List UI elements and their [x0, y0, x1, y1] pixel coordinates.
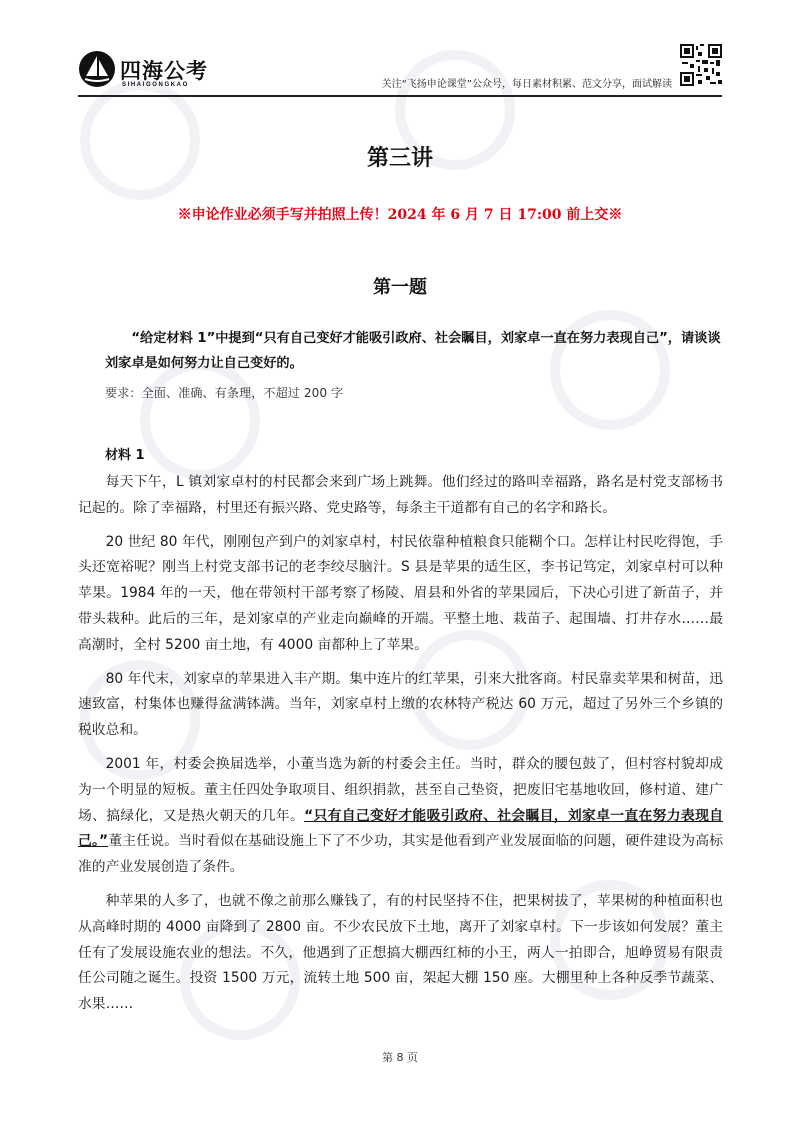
qr-code-icon — [680, 44, 722, 86]
page-header — [0, 0, 800, 100]
header-divider — [78, 95, 722, 97]
submission-notice: ※申论作业必须手写并拍照上传！2024 年 6 月 7 日 17:00 前上交※ — [177, 207, 623, 223]
material-paragraph: 每天下午，L 镇刘家卓村的村民都会来到广场上跳舞。他们经过的路叫幸福路，路名是村党支部杨书记起的。除了幸福路，村里还有振兴路、党史路等，每条主干道都有自己的名字和路长。 — [78, 474, 723, 516]
brand-logo — [78, 50, 218, 92]
page-number: 第 8 页 — [382, 1051, 418, 1064]
material-paragraph: 种苹果的人多了，也就不像之前那么赚钱了，有的村民坚持不住，把果树拔了，苹果树的种植面积也从高峰时期的 4000 亩降到了 2800 亩。不少农民放下土地，离开了刘家卓村。下一步该如何发展？董主任有了发展设施农业的想法。不久，他遇到了正想搞大棚西红柿的小王，两人一拍即合，旭峥贸易有限责任公司随之诞生。投资 1500 万元，流转土地 500 亩，架起大棚 150 座。大棚里种上各种反季节蔬菜、水果…… — [78, 892, 723, 1013]
highlighted-quote: “只有自己变好才能吸引政府、社会瞩目，刘家卓一直在努力表现自己。” — [78, 807, 723, 850]
material-paragraph: 80 年代末，刘家卓的苹果进入丰产期。集中连片的红苹果，引来大批客商。村民靠卖苹果和树苗，迅速致富，村集体也赚得盆满钵满。当年，刘家卓村上缴的农林特产税达 60 万元，超过了另外三个乡镇的税收总和。 — [78, 670, 723, 739]
material-paragraph: 20 世纪 80 年代，刚刚包产到户的刘家卓村，村民依靠种植粮食只能糊个口。怎样让村民吃得饱，手头还宽裕呢？刚当上村党支部书记的老李绞尽脑汁。S 县是苹果的适生区，李书记笃定，刘家卓村可以种苹果。1984 年的一天，他在带领村干部考察了杨陵、眉县和外省的苹果园后，下决心引进了新苗子，并带头栽种。此后的三年，是刘家卓的产业走向巅峰的开端。平整土地、栽苗子、起围墙、打井存水……最高潮时，全村 5200 亩土地，有 4000 亩都种上了苹果。 — [78, 533, 723, 653]
logo-subtext: SIHAIGONGKAO — [122, 82, 189, 88]
question-title: 第一题 — [373, 277, 427, 298]
paragraph-text: 2001 年，村委会换届选举，小董当选为新的村委会主任。当时，群众的腰包鼓了，但村容村貌却成为一个明显的短板。董主任四处争取项目、组织捐款，甚至自己垫资，把废旧宅基地收回，修村道、建广场、搞绿化，又是热火朝天的几年。 — [78, 755, 723, 824]
question-text: “给定材料 1”中提到“只有自己变好才能吸引政府、社会瞩目，刘家卓一直在努力表现自己”，请谈谈刘家卓是如何努力让自己变好的。 — [105, 331, 721, 371]
sailboat-logo-icon — [78, 50, 116, 88]
material-label: 材料 1 — [105, 448, 145, 463]
lecture-title: 第三讲 — [366, 145, 433, 171]
material-body — [78, 470, 723, 1026]
logo-text: 四海公考 — [120, 59, 208, 83]
paragraph-text: 董主任说。当时看似在基础设施上下了不少功，其实是他看到产业发展面临的问题，硬件建设为高标准的产业发展创造了条件。 — [78, 833, 724, 876]
answer-requirement: 要求：全面、准确、有条理，不超过 200 字 — [105, 386, 344, 400]
material-paragraph — [78, 752, 723, 881]
header-note: 关注“飞扬申论课堂”公众号，每日素材积累、范文分享，面试解读 — [381, 79, 672, 90]
